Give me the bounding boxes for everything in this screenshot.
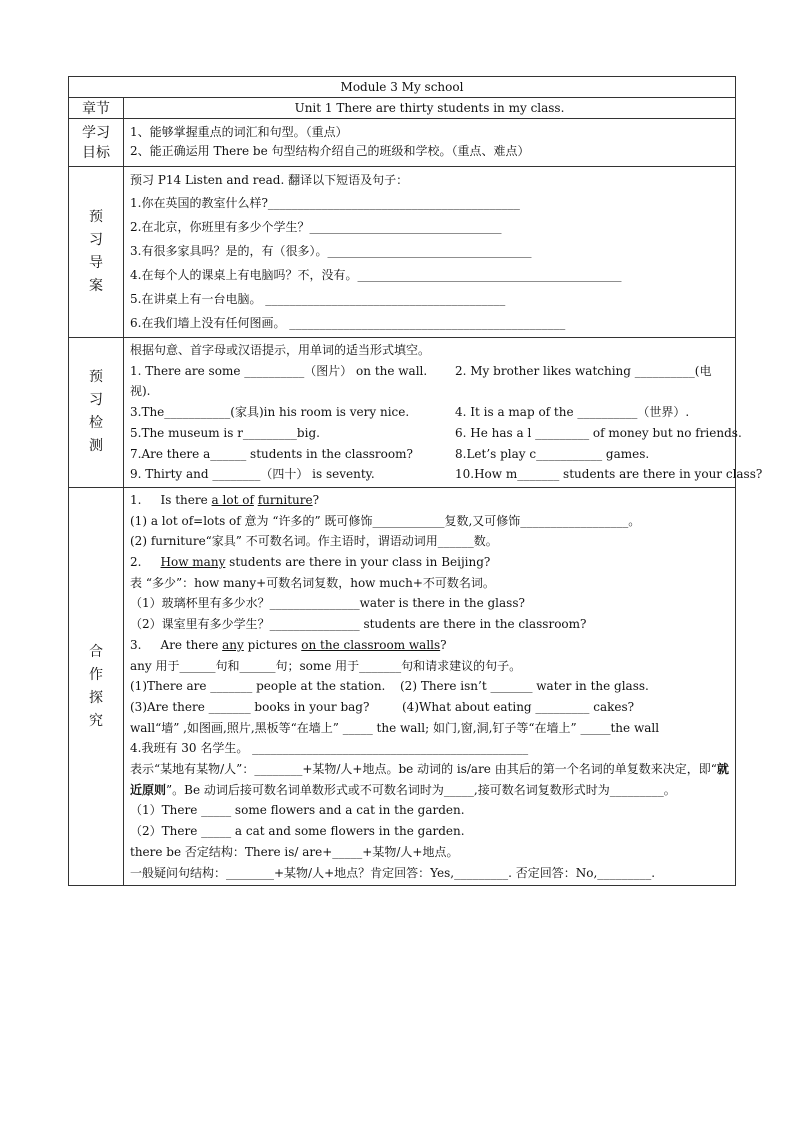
check-item: 4. It is a map of the __________（世界）. [455,405,690,420]
q-number: 3. Are there [130,637,223,652]
q-underlined: How many [160,555,226,570]
preview-label-char: 导 [89,255,103,271]
coop-item: (2) There isn’t _______ water in the glass. [400,679,649,694]
coop-item: (4)What about eating _________ cakes? [402,699,635,714]
coop-line: （2）There _____ a cat and some flowers in the garden. [130,824,465,839]
preview-item: 2.在北京，你班里有多少个学生？________________________________ [130,220,502,234]
check-pair [130,423,742,444]
check-item: 3.The___________(家具)in his room is very nice. [130,405,410,420]
check-item: 5.The museum is r_________big. [130,425,320,440]
preview-item: 3.有很多家具吗？是的，有（很多）。__________________________________ [130,244,532,258]
coop-line: there be 否定结构：There is/ are+_____+某物/人+地点。 [130,844,459,859]
preview-label [69,167,124,338]
coop-row [69,487,736,885]
module-title: Module 3 My school [69,77,736,98]
module-row [69,77,736,98]
check-item: 10.How m_______ students are there in your class? [455,467,763,482]
preview-content [124,167,736,338]
check-pair [130,464,763,485]
coop-line: （1）玻璃杯里有多少水？_______________water is there in the glass? [130,596,525,611]
goals-content [124,119,736,167]
goals-label [69,119,124,167]
coop-item: (3)Are there _______ books in your bag? [130,699,370,714]
check-pair [130,444,731,465]
q-underlined: any [222,637,244,652]
q-underlined: a lot of [211,492,254,507]
check-item-cont: 视). [130,384,151,399]
unit-title: Unit 1 There are thirty students in my class. [124,98,736,119]
check-item: 9. Thirty and ________（四十） is seventy. [130,467,375,482]
coop-q1 [130,490,731,511]
q-rest: pictures [243,637,302,652]
q-number: 1. Is there [130,492,212,507]
coop-line: any 用于______句和______句；some 用于_______句和请求建议的句子。 [130,658,522,673]
goals-row [69,119,736,167]
coop-line [130,759,731,800]
check-pair [130,361,731,382]
goals-label-line: 目标 [82,144,110,161]
coop-q3 [130,635,731,656]
check-label-char: 习 [89,392,103,409]
q-underlined: furniture [257,492,313,507]
preview-label-char: 习 [89,232,103,248]
q-underlined: on the classroom walls [301,637,441,652]
coop-pair [130,676,731,697]
check-item: 2. My brother likes watching __________(电 [455,363,712,378]
preview-item: 1.你在英国的教室什么样?__________________________________________ [130,196,520,210]
q-rest: students are there in your class in Beijing? [225,555,491,570]
preview-item: 5.在讲桌上有一台电脑。 ________________________________________ [130,292,506,306]
check-pair [130,402,731,423]
coop-pair [130,697,731,718]
coop-q2 [130,552,731,573]
coop-item: (1)There are _______ people at the station. [130,679,386,694]
coop-label-char: 作 [89,666,103,683]
coop-line: wall“墙” ,如图画,照片,黑板等“在墙上” _____ the wall; 如门,窗,洞,钉子等“在墙上” _____the wall [130,720,660,735]
preview-row [69,167,736,338]
q-end: ? [440,637,447,652]
coop-content [124,487,736,885]
worksheet-table [68,76,763,886]
coop-label-char: 究 [89,712,103,729]
check-label-char: 预 [89,369,103,386]
check-row [69,338,736,488]
rule-text: 表示“某地有某物/人”：________+某物/人+地点。be 动词的 is/are 由其后的第一个名词的单复数来决定，即“ [130,762,717,777]
preview-item: 6.在我们墙上没有任何图画。 ______________________________________________ [130,316,566,330]
goal-line: 1、能够掌握重点的词汇和句型。（重点） [130,125,348,139]
check-label [69,338,124,488]
rule-text: ”。Be 动词后接可数名词单数形式或不可数名词时为_____,接可数名词复数形式时为_________。 [166,782,676,797]
coop-line: （1）There _____ some flowers and a cat in the garden. [130,803,465,818]
rule-bold: 就近原则 [130,762,729,797]
check-label-char: 检 [89,415,103,432]
check-intro: 根据句意、首字母或汉语提示，用单词的适当形式填空。 [130,343,431,357]
chapter-row [69,98,736,119]
goals-label-line: 学习 [82,124,110,141]
coop-line: (2) furniture“家具” 不可数名词。作主语时，谓语动词用______数。 [130,534,498,549]
check-item: 8.Let’s play c___________ games. [455,446,650,461]
coop-line: (1) a lot of=lots of 意为 “许多的” 既可修饰____________复数,又可修饰__________________。 [130,513,641,528]
coop-label-char: 探 [89,689,103,706]
preview-label-char: 预 [89,209,103,225]
q-number: 2. [130,555,161,570]
goal-line: 2、能正确运用 There be 句型结构介绍自己的班级和学校。（重点、难点） [130,144,530,158]
check-label-char: 测 [89,438,103,455]
preview-label-char: 案 [89,278,103,294]
coop-line: （2）课室里有多少学生？_______________ students are there in the classroom? [130,617,587,632]
coop-label [69,487,124,885]
q-end: ? [312,492,320,507]
check-item: 1. There are some __________（图片） on the wall. [130,363,428,378]
coop-line: 表 “多少”：how many+可数名词复数，how much+不可数名词。 [130,575,495,590]
chapter-label: 章节 [69,98,124,119]
check-content [124,338,763,488]
preview-item: 4.在每个人的课桌上有电脑吗？不，没有。____________________________________________ [130,268,622,282]
check-item: 6. He has a l _________ of money but no friends. [455,425,742,440]
preview-intro: 预习 P14 Listen and read. 翻译以下短语及句子： [130,173,409,187]
coop-line: 4.我班有 30 名学生。 ______________________________________________ [130,741,529,756]
coop-line: 一般疑问句结构：________+某物/人+地点？肯定回答：Yes,_________. 否定回答：No,_________. [130,865,656,880]
check-item: 7.Are there a______ students in the classroom? [130,446,413,461]
coop-label-char: 合 [89,643,103,660]
